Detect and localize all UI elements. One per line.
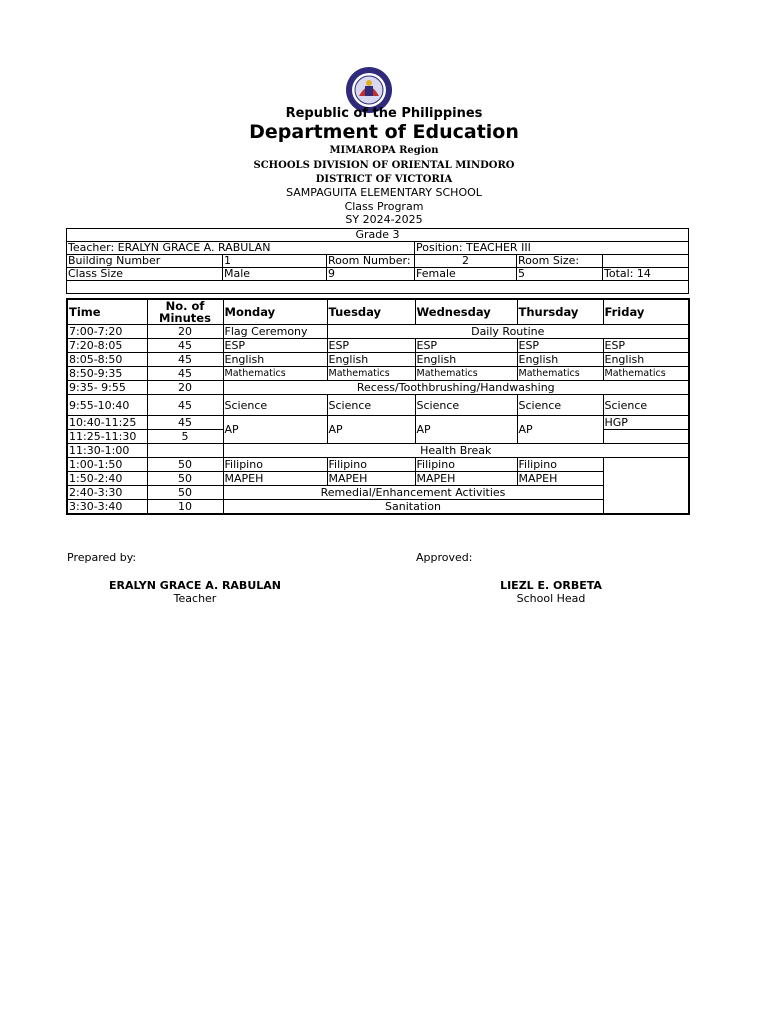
table-row bbox=[67, 458, 689, 472]
total-count: Total: 14 bbox=[603, 268, 689, 281]
teacher-name: Teacher: ERALYN GRACE A. RABULAN bbox=[67, 242, 415, 255]
minutes-cell: 50 bbox=[147, 486, 223, 500]
subject-cell: Remedial/Enhancement Activities bbox=[223, 486, 603, 500]
subject-cell: MAPEH bbox=[517, 472, 603, 486]
table-row bbox=[67, 367, 689, 381]
subject-cell bbox=[603, 430, 689, 444]
subject-cell: Mathematics bbox=[517, 367, 603, 381]
subject-cell: Mathematics bbox=[223, 367, 327, 381]
subject-cell: Flag Ceremony bbox=[223, 325, 327, 339]
subject-cell: ESP bbox=[603, 339, 689, 353]
subject-cell: Mathematics bbox=[415, 367, 517, 381]
approved-label: Approved: bbox=[416, 551, 473, 564]
subject-cell: Filipino bbox=[517, 458, 603, 472]
minutes-cell: 45 bbox=[147, 416, 223, 430]
header-time: Time bbox=[67, 299, 147, 325]
header-friday: Friday bbox=[603, 299, 689, 325]
minutes-cell: 45 bbox=[147, 367, 223, 381]
subject-cell: Sanitation bbox=[223, 500, 603, 515]
subject-cell: Mathematics bbox=[603, 367, 689, 381]
table-row bbox=[67, 395, 689, 416]
male-value: 9 bbox=[327, 268, 415, 281]
room-number-label: Room Number: bbox=[327, 255, 415, 268]
school-name: SAMPAGUITA ELEMENTARY SCHOOL bbox=[286, 186, 482, 199]
male-label: Male bbox=[223, 268, 327, 281]
subject-cell: Filipino bbox=[327, 458, 415, 472]
building-number-value: 1 bbox=[223, 255, 327, 268]
spacer-row bbox=[67, 281, 689, 294]
room-size-value bbox=[603, 255, 689, 268]
class-size-label: Class Size bbox=[67, 268, 223, 281]
table-row bbox=[67, 500, 689, 515]
friday-block-cell bbox=[603, 458, 689, 515]
schedule-table bbox=[66, 298, 690, 515]
subject-cell: Science bbox=[327, 395, 415, 416]
time-cell: 1:00-1:50 bbox=[67, 458, 147, 472]
prepared-by-label: Prepared by: bbox=[67, 551, 137, 564]
time-cell: 7:20-8:05 bbox=[67, 339, 147, 353]
subject-cell: English bbox=[327, 353, 415, 367]
time-cell: 9:55-10:40 bbox=[67, 395, 147, 416]
time-cell: 8:50-9:35 bbox=[67, 367, 147, 381]
room-size-label: Room Size: bbox=[517, 255, 603, 268]
minutes-cell: 45 bbox=[147, 395, 223, 416]
minutes-cell: 5 bbox=[147, 430, 223, 444]
subject-cell: English bbox=[415, 353, 517, 367]
subject-cell: Filipino bbox=[223, 458, 327, 472]
time-cell: 2:40-3:30 bbox=[67, 486, 147, 500]
minutes-cell: 20 bbox=[147, 325, 223, 339]
preparer-name: ERALYN GRACE A. RABULAN bbox=[109, 579, 281, 592]
subject-cell: English bbox=[603, 353, 689, 367]
header-tuesday: Tuesday bbox=[327, 299, 415, 325]
time-cell: 1:50-2:40 bbox=[67, 472, 147, 486]
region-heading: MIMAROPA Region bbox=[329, 145, 439, 156]
school-year: SY 2024-2025 bbox=[345, 213, 423, 226]
subject-cell: MAPEH bbox=[415, 472, 517, 486]
header-wednesday: Wednesday bbox=[415, 299, 517, 325]
minutes-cell: 20 bbox=[147, 381, 223, 395]
table-row bbox=[67, 339, 689, 353]
header-minutes: No. of Minutes bbox=[147, 299, 223, 325]
division-heading: SCHOOLS DIVISION OF ORIENTAL MINDORO bbox=[253, 160, 515, 171]
subject-cell: ESP bbox=[327, 339, 415, 353]
subject-cell: AP bbox=[517, 416, 603, 444]
subject-cell: English bbox=[517, 353, 603, 367]
time-cell: 9:35- 9:55 bbox=[67, 381, 147, 395]
department-heading: Department of Education bbox=[249, 121, 519, 143]
table-row bbox=[67, 381, 689, 395]
schedule-header-row bbox=[67, 299, 689, 325]
time-cell: 3:30-3:40 bbox=[67, 500, 147, 515]
program-title: Class Program bbox=[344, 200, 424, 213]
subject-cell: AP bbox=[415, 416, 517, 444]
minutes-cell: 45 bbox=[147, 353, 223, 367]
subject-cell: Filipino bbox=[415, 458, 517, 472]
table-row bbox=[67, 325, 689, 339]
minutes-cell: 10 bbox=[147, 500, 223, 515]
minutes-cell: 50 bbox=[147, 472, 223, 486]
subject-cell: Science bbox=[603, 395, 689, 416]
time-cell: 11:25-11:30 bbox=[67, 430, 147, 444]
subject-cell: AP bbox=[223, 416, 327, 444]
table-row bbox=[67, 486, 689, 500]
table-row bbox=[67, 416, 689, 430]
teacher-position: Position: TEACHER III bbox=[415, 242, 689, 255]
subject-cell: MAPEH bbox=[223, 472, 327, 486]
minutes-cell: 50 bbox=[147, 458, 223, 472]
approver-title: School Head bbox=[516, 592, 586, 605]
class-info-table bbox=[66, 228, 689, 294]
grade-label: Grade 3 bbox=[67, 229, 689, 242]
table-row bbox=[67, 444, 689, 458]
subject-cell: ESP bbox=[223, 339, 327, 353]
preparer-title: Teacher bbox=[173, 592, 217, 605]
subject-cell: English bbox=[223, 353, 327, 367]
female-label: Female bbox=[415, 268, 517, 281]
table-row bbox=[67, 353, 689, 367]
subject-cell: HGP bbox=[603, 416, 689, 430]
district-heading: DISTRICT OF VICTORIA bbox=[315, 174, 453, 185]
subject-cell: Science bbox=[517, 395, 603, 416]
subject-cell: Science bbox=[223, 395, 327, 416]
time-cell: 10:40-11:25 bbox=[67, 416, 147, 430]
header-thursday: Thursday bbox=[517, 299, 603, 325]
minutes-cell: 45 bbox=[147, 339, 223, 353]
subject-cell: Daily Routine bbox=[327, 325, 689, 339]
subject-cell: ESP bbox=[517, 339, 603, 353]
republic-heading: Republic of the Philippines bbox=[285, 106, 483, 121]
building-number-label: Building Number bbox=[67, 255, 223, 268]
female-value: 5 bbox=[517, 268, 603, 281]
subject-cell: Recess/Toothbrushing/Handwashing bbox=[223, 381, 689, 395]
room-number-value: 2 bbox=[415, 255, 517, 268]
table-row bbox=[67, 472, 689, 486]
time-cell: 7:00-7:20 bbox=[67, 325, 147, 339]
header-monday: Monday bbox=[223, 299, 327, 325]
time-cell: 8:05-8:50 bbox=[67, 353, 147, 367]
subject-cell: Mathematics bbox=[327, 367, 415, 381]
time-cell: 11:30-1:00 bbox=[67, 444, 147, 458]
subject-cell: AP bbox=[327, 416, 415, 444]
approver-name: LIEZL E. ORBETA bbox=[500, 579, 602, 592]
subject-cell: MAPEH bbox=[327, 472, 415, 486]
subject-cell: Science bbox=[415, 395, 517, 416]
minutes-cell bbox=[147, 444, 223, 458]
subject-cell: Health Break bbox=[223, 444, 689, 458]
subject-cell: ESP bbox=[415, 339, 517, 353]
